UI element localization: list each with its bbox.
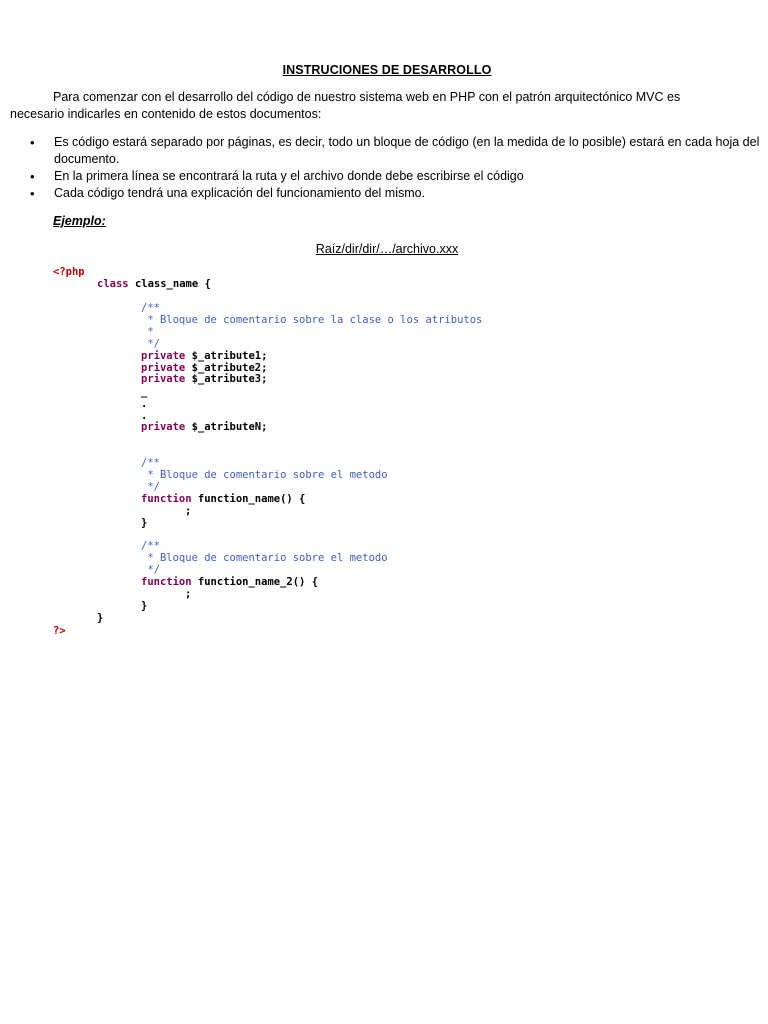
instruction-list — [29, 134, 768, 202]
bullet-icon: • — [30, 169, 35, 184]
comment-line: * Bloque de comentario sobre el metodo — [141, 469, 388, 481]
comment-line: /** — [141, 302, 160, 314]
attribute-declaration: private $_atribute1; — [141, 350, 268, 362]
example-label: Ejemplo: — [53, 214, 106, 228]
list-item: • Cada código tendrá una explicación del funcionamiento del mismo. — [30, 186, 426, 201]
ellipsis-dot: _ — [141, 386, 148, 398]
function-body: ; — [185, 588, 192, 600]
php-close-tag: ?> — [53, 625, 66, 637]
list-item: • Es código estará separado por páginas, es decir, todo un bloque de código (en la medida de lo posible) estará en cada hoja del documento. — [30, 135, 760, 166]
function-declaration: function function_name() { — [141, 493, 306, 505]
ellipsis-dot: . — [141, 410, 148, 422]
function-body: ; — [185, 505, 192, 517]
comment-line: /** — [141, 540, 160, 552]
comment-line: */ — [141, 338, 160, 350]
intro-line-2: necesario indicarles en contenido de estos documentos: — [10, 107, 322, 121]
comment-line: /** — [141, 457, 160, 469]
comment-line: */ — [141, 564, 160, 576]
class-closing-brace: } — [97, 612, 104, 624]
list-item: • En la primera línea se encontrará la ruta y el archivo donde debe escribirse el código — [30, 169, 524, 184]
class-declaration: class class_name { — [97, 278, 211, 290]
closing-brace: } — [141, 517, 148, 529]
comment-line: */ — [141, 481, 160, 493]
ellipsis-dot: . — [141, 398, 148, 410]
file-path: Raíz/dir/dir/…/archivo.xxx — [315, 242, 459, 256]
php-open-tag: <?php — [53, 266, 85, 278]
function-declaration: function function_name_2() { — [141, 576, 319, 588]
bullet-icon: • — [30, 186, 35, 201]
comment-line: * — [141, 326, 154, 338]
comment-line: * Bloque de comentario sobre el metodo — [141, 552, 388, 564]
attribute-declaration: private $_atribute2; — [141, 362, 268, 374]
attribute-declaration: private $_atribute3; — [141, 373, 268, 385]
bullet-icon: • — [30, 135, 35, 150]
document-title: INSTRUCIONES DE DESARROLLO — [282, 63, 492, 77]
closing-brace: } — [141, 600, 148, 612]
intro-line-1: Para comenzar con el desarrollo del código de nuestro sistema web en PHP con el patrón arquitectónico MVC es — [53, 90, 681, 104]
attribute-declaration: private $_atributeN; — [141, 421, 268, 433]
intro-paragraph — [10, 89, 762, 123]
comment-line: * Bloque de comentario sobre la clase o los atributos — [141, 314, 483, 326]
